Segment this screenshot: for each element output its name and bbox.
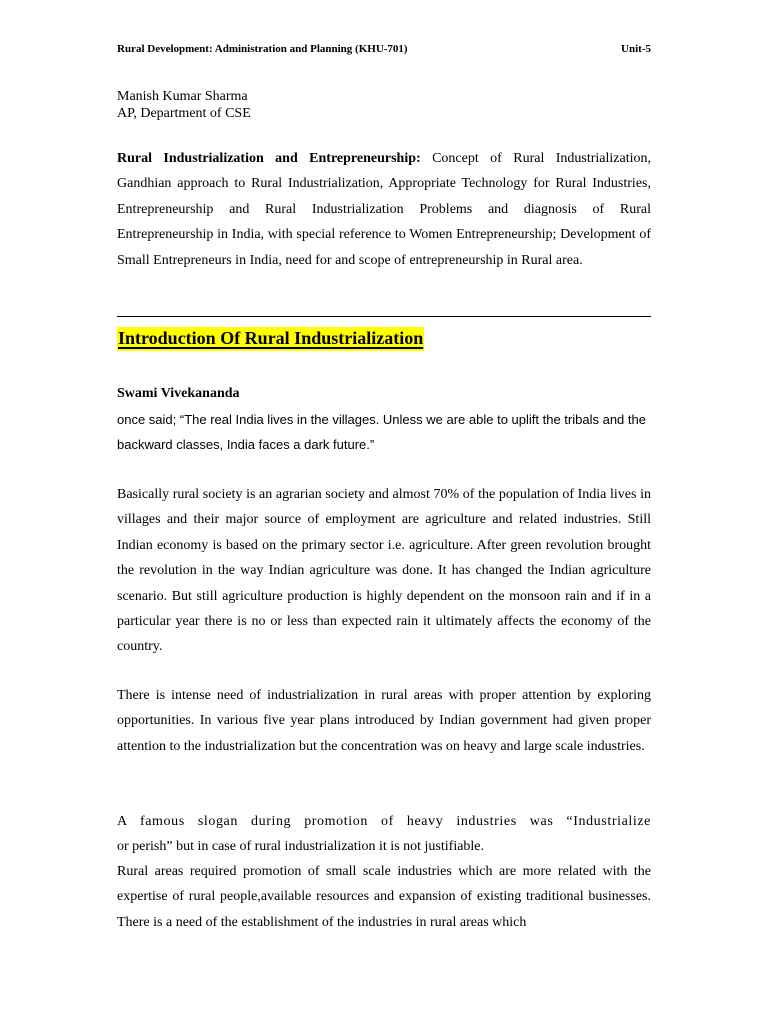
quote-text: once said; “The real India lives in the villages. Unless we are able to uplift the tribals and the backward classes, India faces a dark future.” <box>117 412 646 453</box>
author-name: Manish Kumar Sharma <box>117 89 248 104</box>
unit-label: Unit-5 <box>621 43 651 55</box>
paragraph-slogan <box>117 809 651 860</box>
section-heading-text: Introduction Of Rural Industrialization <box>117 327 424 351</box>
slogan-line-1: A famous slogan during promotion of heavy industries was “Industrialize <box>117 814 651 829</box>
slogan-line-2: or perish” but in case of rural industrialization it is not justifiable. <box>117 839 485 855</box>
syllabus-heading: Rural Industrialization and Entrepreneurship: <box>117 151 421 166</box>
paragraph-industrialization-need: There is intense need of industrialization in rural areas with proper attention by exploring opportunities. In various five year plans introduced by Indian government had given proper attention to the industrialization but the concentration was on heavy and large scale industries. <box>117 688 651 754</box>
course-title: Rural Development: Administration and Planning (KHU-701) <box>117 43 408 55</box>
paragraph-small-scale: Rural areas required promotion of small scale industries which are more related with the expertise of rural people,available resources and expansion of existing traditional businesses. There is a need of the establishment of the industries in rural areas which <box>117 864 651 930</box>
horizontal-rule <box>117 316 651 317</box>
section-heading <box>117 326 424 350</box>
running-header <box>117 43 651 55</box>
syllabus-text: Concept of Rural Industrialization, Gandhian approach to Rural Industrialization, Appropriate Technology for Rural Industries, Entrepreneurship and Rural Industrialization Problems and diagnosis of Rural Entrepreneurship in India, with special reference to Women Entrepreneurship; Development of Small Entrepreneurs in India, need for and scope of entrepreneurship in Rural area. <box>117 151 651 268</box>
author-block <box>117 88 251 122</box>
syllabus-paragraph <box>117 146 651 273</box>
paragraph-agrarian-society: Basically rural society is an agrarian society and almost 70% of the population of India lives in villages and their major source of employment are agriculture and related industries. Still Indian economy is based on the primary sector i.e. agriculture. After green revolution brought the revolution in the way Indian agriculture was done. It has changed the Indian agriculture scenario. But still agriculture production is highly dependent on the monsoon rain and if in a particular year there is no or less than expected rain it ultimately affects the economy of the country. <box>117 487 651 655</box>
author-designation: AP, Department of CSE <box>117 106 251 121</box>
quote-author: Swami Vivekananda <box>117 386 240 401</box>
